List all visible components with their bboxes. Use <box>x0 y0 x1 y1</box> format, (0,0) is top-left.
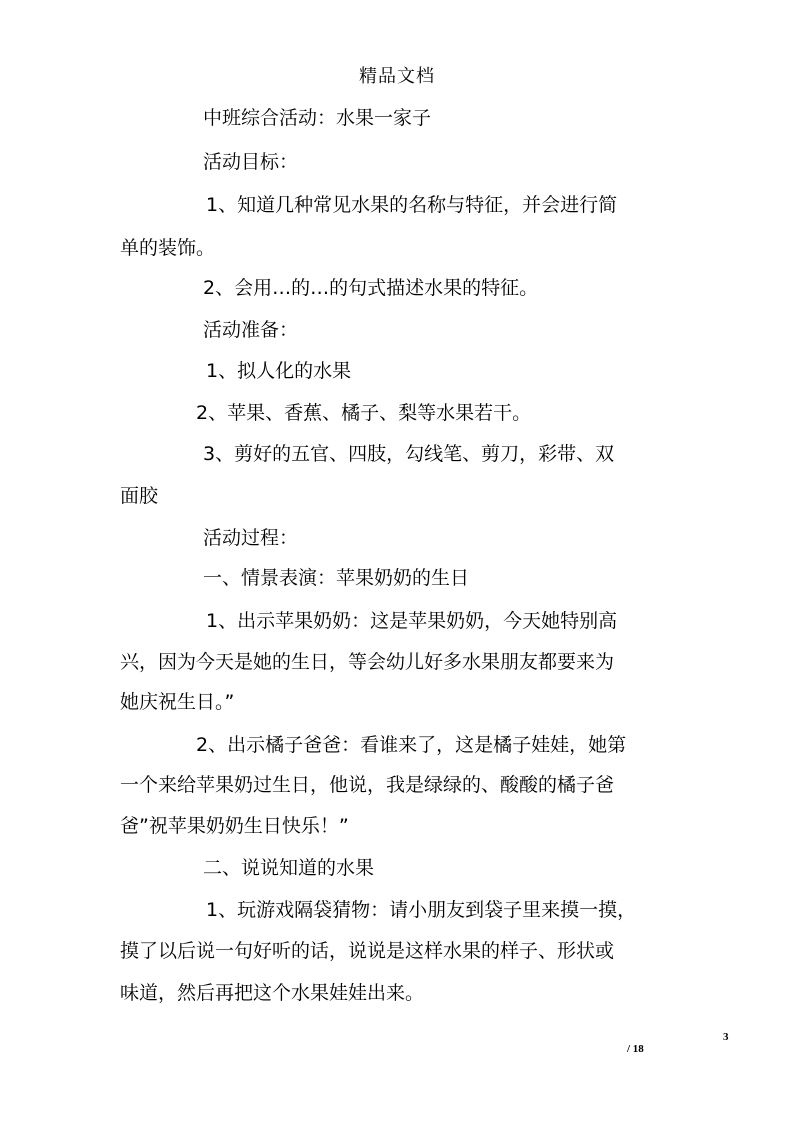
paragraph-line: 摸了以后说一句好听的话，说说是这样水果的样子、形状或 <box>120 940 615 962</box>
paragraph-line: 单的装饰。 <box>120 237 216 259</box>
activity-title: 中班综合活动：水果一家子 <box>203 107 432 129</box>
paragraph-line: 面胶 <box>120 485 159 507</box>
paragraph-line: 味道，然后再把这个水果娃娃出来。 <box>120 982 425 1004</box>
paragraph-line: 2、出示橘子爸爸：看谁来了，这是橘子娃娃，她第 <box>196 734 627 756</box>
subsection-heading: 一、情景表演：苹果奶奶的生日 <box>203 567 470 589</box>
paragraph-line: 1、出示苹果奶奶：这是苹果奶奶，今天她特别高 <box>206 610 618 632</box>
paragraph-line: 1、玩游戏隔袋猜物：请小朋友到袋子里来摸一摸， <box>206 899 637 921</box>
page-number: 3 <box>723 1031 729 1043</box>
subsection-heading: 二、说说知道的水果 <box>203 857 375 879</box>
section-heading-goals: 活动目标： <box>203 151 299 173</box>
paragraph-line: 爸”祝苹果奶奶生日快乐！” <box>120 815 349 837</box>
paragraph-line: 兴，因为今天是她的生日，等会幼儿好多水果朋友都要来为 <box>120 651 615 673</box>
section-heading-process: 活动过程： <box>203 527 299 549</box>
paragraph-line: 1、知道几种常见水果的名称与特征，并会进行简 <box>206 194 618 216</box>
page-total: / 18 <box>627 1043 644 1055</box>
section-heading-preparation: 活动准备： <box>203 319 299 341</box>
paragraph-line: 2、苹果、香蕉、橘子、梨等水果若干。 <box>196 402 532 424</box>
paragraph-line: 一个来给苹果奶过生日，他说，我是绿绿的、酸酸的橘子爸 <box>120 774 615 796</box>
paragraph-line: 2、会用…的…的句式描述水果的特征。 <box>203 277 539 299</box>
page-header-title: 精品文档 <box>359 66 435 87</box>
paragraph-line: 3、剪好的五官、四肢，勾线笔、剪刀，彩带、双 <box>203 443 615 465</box>
paragraph-line: 1、拟人化的水果 <box>206 360 352 382</box>
paragraph-line: 她庆祝生日。” <box>120 691 235 713</box>
